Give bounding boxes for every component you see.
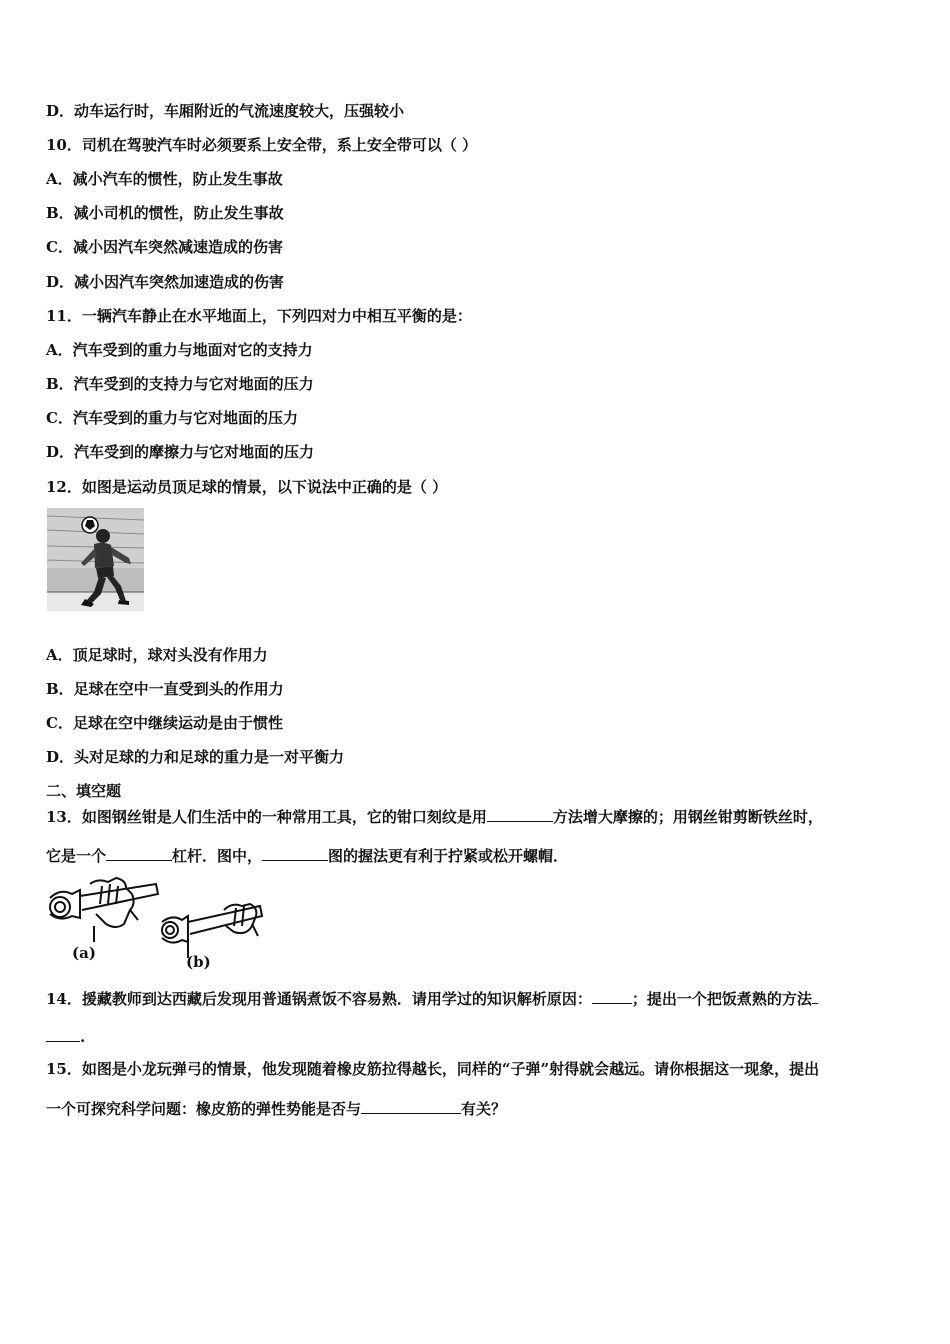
q12-option-c: C．足球在空中继续运动是由于惯性 — [46, 714, 283, 732]
heading-football-figure — [47, 508, 144, 611]
q9-option-d: D．动车运行时，车厢附近的气流速度较大，压强较小 — [46, 102, 405, 120]
q13-text-5: 图的握法更有利于拧紧或松开螺帽． — [328, 847, 569, 865]
q15-line1: 15．如图是小龙玩弹弓的情景，他发现随着橡皮筋拉得越长，同样的“子弹”射得就会越远。请你根据这一现象，提出 — [46, 1060, 820, 1078]
q13-text-3: 它是一个 — [46, 847, 107, 865]
q15-blank[interactable] — [361, 1098, 461, 1114]
q11-option-c: C．汽车受到的重力与它对地面的压力 — [46, 409, 298, 427]
q10-stem: 10．司机在驾驶汽车时必须要系上安全带，系上安全带可以（ ） — [46, 136, 478, 154]
q11-option-a: A．汽车受到的重力与地面对它的支持力 — [46, 341, 313, 359]
q12-option-a: A．顶足球时，球对头没有作用力 — [46, 646, 268, 664]
q11-option-d: D．汽车受到的摩擦力与它对地面的压力 — [46, 443, 315, 461]
q13-text-1: 13．如图钢丝钳是人们生活中的一种常用工具，它的钳口刻纹是用 — [46, 808, 487, 826]
q14-text-1: 14．援藏教师到达西藏后发现用普通锅煮饭不容易熟．请用学过的知识解析原因： — [46, 990, 592, 1008]
q13-blank-3[interactable] — [262, 845, 328, 861]
q14-blank-2b[interactable] — [46, 1026, 80, 1042]
q13-line2 — [46, 845, 568, 866]
q14-line1 — [46, 988, 818, 1009]
section-fill-in-heading: 二、填空题 — [46, 782, 122, 800]
q12-option-d: D．头对足球的力和足球的重力是一对平衡力 — [46, 748, 345, 766]
q14-line2 — [46, 1026, 85, 1047]
q13-blank-1[interactable] — [487, 806, 553, 822]
q13-line1 — [46, 806, 823, 827]
wrench-grip-figure — [46, 874, 268, 970]
q14-text-3: . — [80, 1028, 86, 1046]
q15-text-2: 有关？ — [461, 1100, 507, 1118]
q10-option-b: B．减小司机的惯性，防止发生事故 — [46, 204, 284, 222]
q12-stem: 12．如图是运动员顶足球的情景，以下说法中正确的是（ ） — [46, 478, 448, 496]
q10-option-c: C．减小因汽车突然减速造成的伤害 — [46, 238, 283, 256]
q13-text-4: 杠杆．图中， — [172, 847, 263, 865]
q13-blank-2[interactable] — [106, 845, 172, 861]
q13-text-2: 方法增大摩擦的；用钢丝钳剪断铁丝时， — [552, 808, 823, 826]
q13-figure-label-b: (b) — [186, 953, 211, 970]
q13-figure-label-a: (a) — [72, 944, 96, 962]
q14-blank-1[interactable] — [592, 988, 632, 1004]
q10-option-d: D．减小因汽车突然加速造成的伤害 — [46, 273, 285, 291]
q15-line2 — [46, 1098, 506, 1119]
q12-option-b: B．足球在空中一直受到头的作用力 — [46, 680, 284, 698]
q14-blank-2a[interactable] — [812, 988, 818, 1004]
q14-text-2: ；提出一个把饭煮熟的方法 — [631, 990, 812, 1008]
q11-option-b: B．汽车受到的支持力与它对地面的压力 — [46, 375, 314, 393]
q11-stem: 11．一辆汽车静止在水平地面上，下列四对力中相互平衡的是： — [46, 307, 472, 325]
q10-option-a: A．减小汽车的惯性，防止发生事故 — [46, 170, 283, 188]
q15-text-1: 一个可探究科学问题：橡皮筋的弹性势能是否与 — [46, 1100, 362, 1118]
